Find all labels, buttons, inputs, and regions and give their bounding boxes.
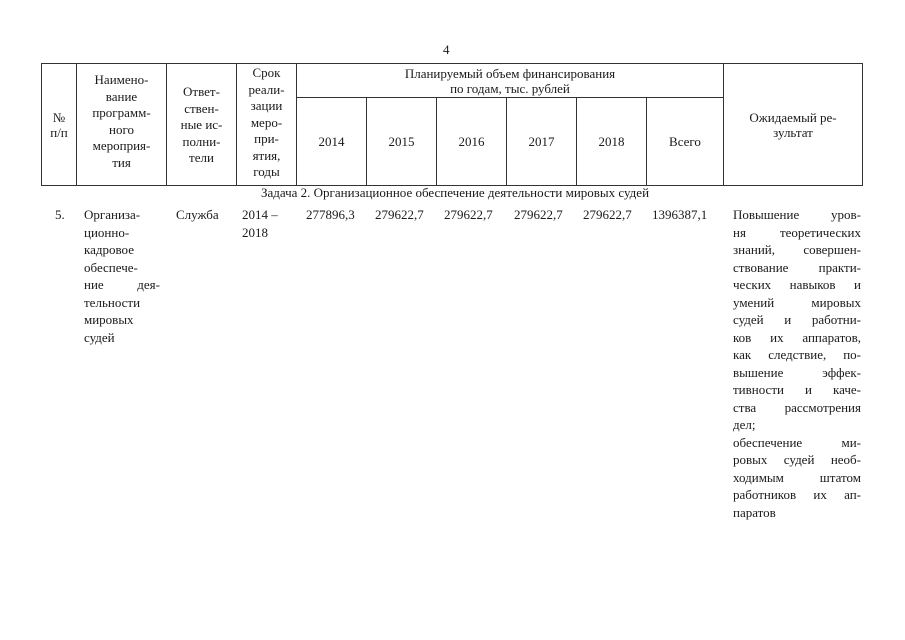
header-year-2014: 2014 [318, 134, 345, 149]
row-value-2015: 279622,7 [375, 207, 424, 222]
header-year-2016: 2016 [458, 134, 485, 149]
row-number: 5. [55, 207, 65, 222]
header-result: Ожидаемый ре- зультат [749, 110, 837, 140]
task-title: Задача 2. Организационное обеспечение деятельности мировых судей [260, 185, 650, 200]
row-program-name: Организа- ционно- кадровое обеспече- ние дея- тельности мировых судей [84, 207, 160, 345]
page-number: 4 [443, 42, 450, 57]
row-responsible: Служба [176, 207, 219, 222]
header-year-2015: 2015 [388, 134, 415, 149]
header-funding-title: Планируемый объем финансирования по годам, тыс. рублей [404, 66, 616, 96]
row-value-total: 1396387,1 [652, 207, 708, 222]
header-num: № п/п [50, 110, 68, 140]
row-value-2014: 277896,3 [306, 207, 355, 222]
header-total: Всего [669, 134, 701, 149]
row-value-2017: 279622,7 [514, 207, 563, 222]
header-year-2018: 2018 [598, 134, 625, 149]
header-term: Срок реали- зации меро- при- ятия, годы [248, 65, 285, 179]
row-value-2016: 279622,7 [444, 207, 493, 222]
row-term: 2014 – 2018 [242, 207, 278, 240]
header-year-2017: 2017 [528, 134, 555, 149]
row-expected-result: Повышение уров- ня теоретических знаний, совершен- ствование практи- ческих навыков и умений мировых судей и работни- ков их аппаратов, как следствие, по- вышение эффек- тивности и каче- ства рассмотрения дел; обеспечение ми- ровых судей необ- ходимым штатом работников их ап- паратов [733, 207, 861, 520]
header-responsible: Ответ- ствен- ные ис- полни- тели [180, 84, 223, 165]
row-value-2018: 279622,7 [583, 207, 632, 222]
header-name: Наимено- вание программ- ного мероприя- тия [92, 72, 151, 170]
